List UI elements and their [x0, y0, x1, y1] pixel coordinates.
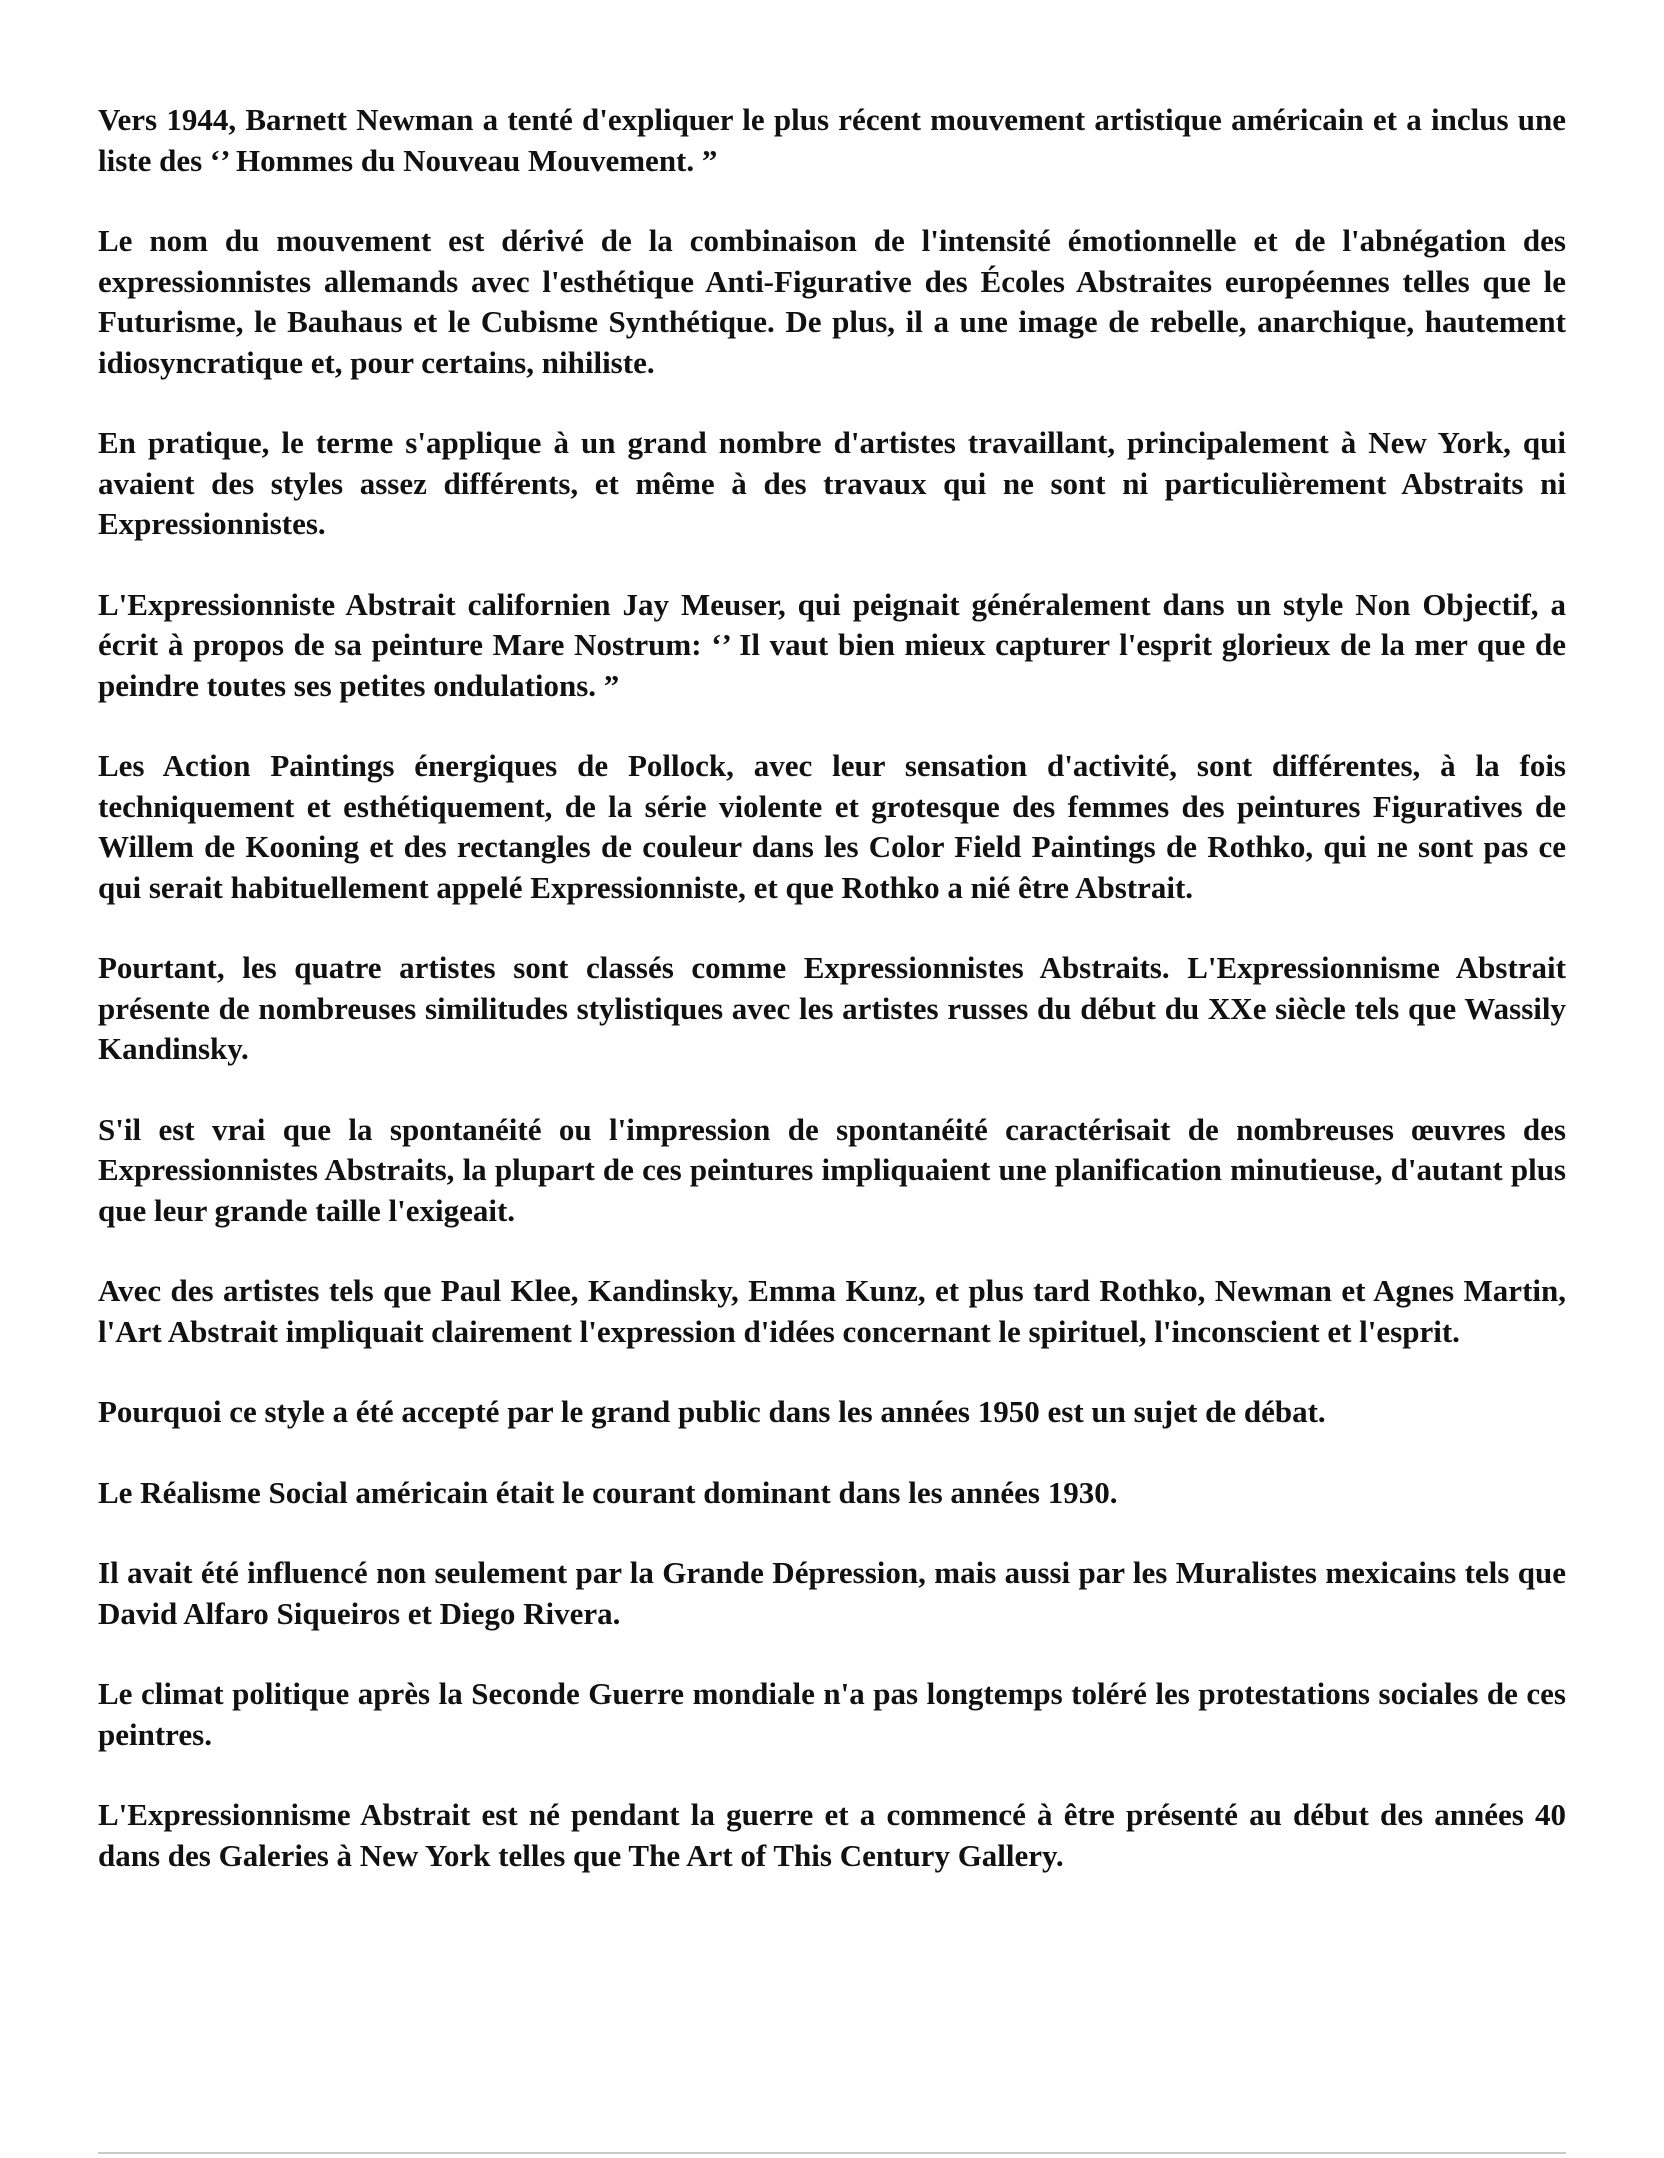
paragraph: En pratique, le terme s'applique à un grand nombre d'artistes travaillant, principalement à New York, qui avaient des styles assez différents, et même à des travaux qui ne sont ni particulièrement Abstraits ni Expressionnistes.	[98, 425, 1566, 541]
paragraph: Le nom du mouvement est dérivé de la combinaison de l'intensité émotionnelle et de l'abnégation des expressionnistes allemands avec l'esthétique Anti-Figurative des Écoles Abstraites européennes telles que le Futurisme, le Bauhaus et le Cubisme Synthétique. De plus, il a une image de rebelle, anarchique, hautement idiosyncratique et, pour certains, nihiliste.	[98, 223, 1566, 380]
paragraph: Le Réalisme Social américain était le courant dominant dans les années 1930.	[98, 1474, 1118, 1510]
page-bottom-rule	[98, 2152, 1566, 2154]
body-text	[98, 100, 1566, 1916]
paragraph: Avec des artistes tels que Paul Klee, Kandinsky, Emma Kunz, et plus tard Rothko, Newman et Agnes Martin, l'Art Abstrait impliquait clairement l'expression d'idées concernant le spirituel, l'inconscient et l'esprit.	[98, 1273, 1566, 1349]
paragraph: Les Action Paintings énergiques de Pollock, avec leur sensation d'activité, sont différentes, à la fois techniquement et esthétiquement, de la série violente et grotesque des femmes des peintures Figuratives de Willem de Kooning et des rectangles de couleur dans les Color Field Paintings de Rothko, qui ne sont pas ce qui serait habituellement appelé Expressionniste, et que Rothko a nié être Abstrait.	[98, 748, 1566, 905]
paragraph: Il avait été influencé non seulement par la Grande Dépression, mais aussi par les Muralistes mexicains tels que David Alfaro Siqueiros et Diego Rivera.	[98, 1555, 1566, 1631]
paragraph: Pourtant, les quatre artistes sont classés comme Expressionnistes Abstraits. L'Expressionnisme Abstrait présente de nombreuses similitudes stylistiques avec les artistes russes du début du XXe siècle tels que Wassily Kandinsky.	[98, 950, 1566, 1066]
paragraph: S'il est vrai que la spontanéité ou l'impression de spontanéité caractérisait de nombreuses œuvres des Expressionnistes Abstraits, la plupart de ces peintures impliquaient une planification minutieuse, d'autant plus que leur grande taille l'exigeait.	[98, 1111, 1566, 1228]
paragraph: Pourquoi ce style a été accepté par le grand public dans les années 1950 est un sujet de débat.	[98, 1394, 1326, 1429]
paragraph: L'Expressionniste Abstrait californien Jay Meuser, qui peignait généralement dans un style Non Objectif, a écrit à propos de sa peinture Mare Nostrum: ‘’ Il vaut bien mieux capturer l'esprit glorieux de la mer que de peindre toutes ses petites ondulations. ”	[98, 586, 1566, 703]
paragraph: L'Expressionnisme Abstrait est né pendant la guerre et a commencé à être présenté au début des années 40 dans des Galeries à New York telles que The Art of This Century Gallery.	[98, 1797, 1566, 1873]
paragraph: Vers 1944, Barnett Newman a tenté d'expliquer le plus récent mouvement artistique américain et a inclus une liste des ‘’ Hommes du Nouveau Mouvement. ”	[98, 102, 1566, 178]
paragraph: Le climat politique après la Seconde Guerre mondiale n'a pas longtemps toléré les protestations sociales de ces peintres.	[98, 1676, 1566, 1752]
